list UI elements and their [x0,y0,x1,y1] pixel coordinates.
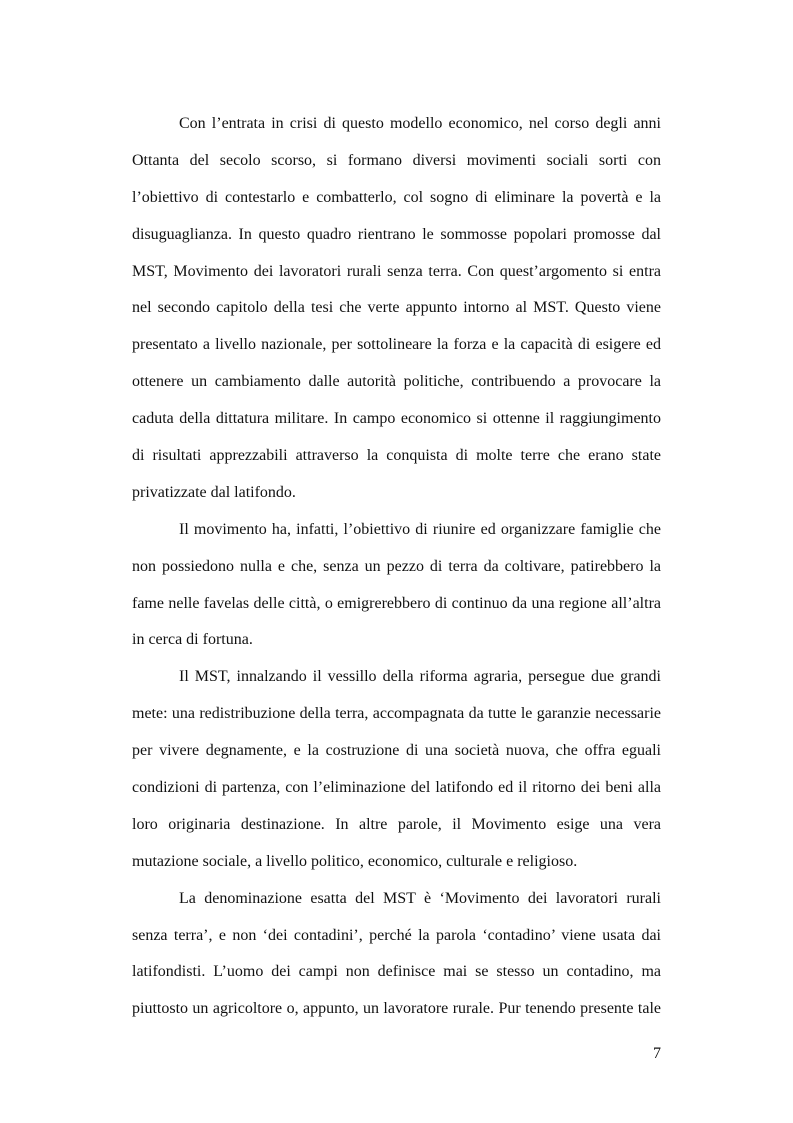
paragraph-1-line-5: MST, Movimento dei lavoratori rurali senza terra. Con quest’argomento si entra [132,262,661,280]
paragraph-3-line-4: condizioni di partenza, con l’eliminazione del latifondo ed il ritorno dei beni alla [132,779,661,797]
body-text [132,110,661,1032]
paragraph-1-line-10: di risultati apprezzabili attraverso la conquista di molte terre che erano state [132,447,661,465]
paragraph-4-line-1: La denominazione esatta del MST è ‘Movimento dei lavoratori rurali [179,889,661,907]
paragraph-2-line-2: non possiedono nulla e che, senza un pezzo di terra da coltivare, patirebbero la [132,557,661,575]
paragraph-4-line-4: piuttosto un agricoltore o, appunto, un lavoratore rurale. Pur tenendo presente tale [132,1000,661,1018]
page-number: 7 [653,1045,661,1062]
paragraph-4-line-3: latifondisti. L’uomo dei campi non definisce mai se stesso un contadino, ma [132,963,661,981]
paragraph-3-line-2: mete: una redistribuzione della terra, accompagnata da tutte le garanzie necessarie [132,705,661,723]
paragraph-1-line-9: caduta della dittatura militare. In campo economico si ottenne il raggiungimento [132,410,661,428]
paragraph-4-line-2: senza terra’, e non ‘dei contadini’, perché la parola ‘contadino’ viene usata dai [132,926,661,944]
paragraph-1-line-2: Ottanta del secolo scorso, si formano diversi movimenti sociali sorti con [132,151,661,169]
paragraph-3-line-5: loro originaria destinazione. In altre parole, il Movimento esige una vera [132,815,661,833]
paragraph-1-line-7: presentato a livello nazionale, per sottolineare la forza e la capacità di esigere ed [132,336,661,354]
paragraph-2-line-1: Il movimento ha, infatti, l’obiettivo di riunire ed organizzare famiglie che [179,520,661,538]
paragraph-3-line-1: Il MST, innalzando il vessillo della riforma agraria, persegue due grandi [179,668,661,686]
paragraph-1-line-11: privatizzate dal latifondo. [132,483,296,501]
paragraph-1-line-1: Con l’entrata in crisi di questo modello economico, nel corso degli anni [179,115,661,132]
paragraph-1-line-4: disuguaglianza. In questo quadro rientrano le sommosse popolari promosse dal [132,225,661,243]
paragraph-2-line-4: in cerca di fortuna. [132,631,253,649]
paragraph-3-line-6: mutazione sociale, a livello politico, economico, culturale e religioso. [132,852,578,870]
paragraph-1-line-3: l’obiettivo di contestarlo e combatterlo, col sogno di eliminare la povertà e la [132,188,661,206]
paragraph-3-line-3: per vivere degnamente, e la costruzione di una società nuova, che offra eguali [132,742,661,760]
paragraph-2-line-3: fame nelle favelas delle città, o emigrerebbero di continuo da una regione all’altra [132,594,661,612]
paragraph-1-line-6: nel secondo capitolo della tesi che verte appunto intorno al MST. Questo viene [132,299,661,317]
paragraph-1-line-8: ottenere un cambiamento dalle autorità politiche, contribuendo a provocare la [132,373,661,391]
